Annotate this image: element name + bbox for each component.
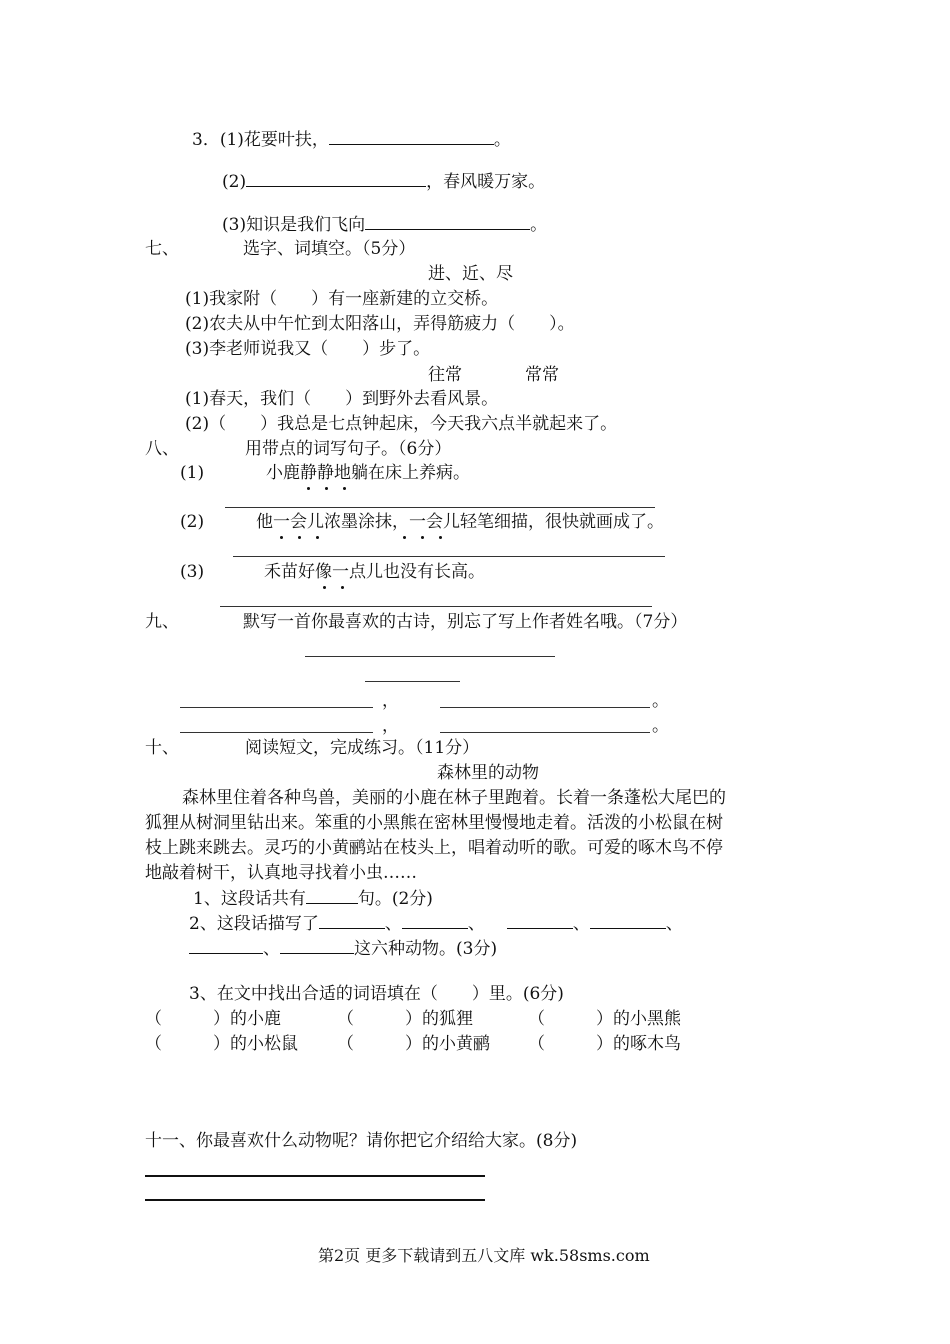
fill-blank[interactable] [507,912,573,929]
q7-item: (2)（ ）我总是七点钟起床，今天我六点半就起来了。 [185,414,618,434]
q10-q3: 3、在文中找出合适的词语填在（ ）里。(6分) [189,984,564,1004]
fill-blank[interactable] [246,170,426,187]
emphasis-dot [316,536,319,539]
fill-blank[interactable] [280,937,354,954]
q6-3-line2: (2) ，春风暖万家。 [222,172,546,192]
q10-q2-line1: 2、这段话描写了 、 、 、 、 [189,914,683,934]
q8-number: 八、 [145,439,179,459]
q7-title: 选字、词填空。（5分） [243,239,416,259]
q10-q2-line2: 、 这六种动物。(3分) [189,937,497,960]
fill-item: （ ）的小松鼠 [145,1034,298,1054]
q8-item-label: (1) [180,463,205,483]
emphasis-dot [325,487,328,490]
poem-comma: ， [382,716,399,736]
q8-item-sentence: 他一会儿浓墨涂抹，一会儿轻笔细描，很快就画成了。 [256,512,664,532]
q8-item-label: (3) [180,562,205,582]
emphasis-dot [439,536,442,539]
poem-line[interactable] [180,732,373,733]
q6-3-line3: (3)知识是我们飞向 。 [222,215,548,235]
q10-number: 十、 [145,738,179,758]
fill-blank[interactable] [329,128,494,145]
q8-item-sentence: 禾苗好像一点儿也没有长高。 [264,562,485,582]
fill-blank[interactable] [189,937,263,954]
q11-title: 十一、你最喜欢什么动物呢？请你把它介绍给大家。(8分) [145,1131,578,1151]
poem-line[interactable] [440,707,650,708]
poem-period: 。 [652,716,669,736]
page-footer: 第2页 更多下载请到五八文库 wk.58sms.com [318,1246,650,1265]
emphasis-dot [343,487,346,490]
fill-blank[interactable] [306,887,358,904]
answer-line[interactable] [233,556,665,557]
q10-q1: 1、这段话共有 句。(2分) [193,889,433,909]
fill-item: （ ）的小黄鹂 [337,1034,490,1054]
poem-comma: ， [382,691,399,711]
fill-item: （ ）的狐狸 [337,1009,473,1029]
fill-blank[interactable] [402,912,468,929]
q7-group2-word: 往常 [428,365,462,385]
q7-number: 七、 [145,239,179,259]
emphasis-dot [307,487,310,490]
answer-line[interactable] [145,1175,485,1177]
poem-line[interactable] [440,732,650,733]
q7-item: (1)我家附（ ）有一座新建的立交桥。 [185,289,499,309]
q7-item: (3)李老师说我又（ ）步了。 [185,339,431,359]
poem-title-line[interactable] [305,656,555,657]
q7-item: (1)春天，我们（ ）到野外去看风景。 [185,389,499,409]
q8-title: 用带点的词写句子。（6分） [245,439,452,459]
answer-line[interactable] [225,507,655,508]
passage-line: 狐狸从树洞里钻出来。笨重的小黑熊在密林里慢慢地走着。活泼的小松鼠在树 [145,813,723,833]
emphasis-dot [323,586,326,589]
fill-item: （ ）的小鹿 [145,1009,281,1029]
q10-title: 阅读短文，完成练习。（11分） [245,738,480,758]
poem-line[interactable] [180,707,373,708]
q8-item-sentence: 小鹿静静地躺在床上养病。 [266,463,470,483]
q7-item: (2)农夫从中午忙到太阳落山，弄得筋疲力（ ）。 [185,314,575,334]
emphasis-dot [280,536,283,539]
emphasis-dot [341,586,344,589]
q7-group2-word: 常常 [525,365,559,385]
emphasis-dot [298,536,301,539]
q9-title: 默写一首你最喜欢的古诗，别忘了写上作者姓名哦。（7分） [243,612,688,632]
fill-blank[interactable] [590,912,666,929]
passage-line: 枝上跳来跳去。灵巧的小黄鹂站在枝头上，唱着动听的歌。可爱的啄木鸟不停 [145,838,723,858]
poem-period: 。 [652,691,669,711]
poem-author-line[interactable] [365,681,460,682]
q6-3-line1: 3．(1)花要叶扶， 。 [192,130,511,150]
q8-item-label: (2) [180,512,205,532]
passage-title: 森林里的动物 [437,763,539,783]
fill-item: （ ）的啄木鸟 [528,1034,681,1054]
q7-group1-words: 进、近、尽 [428,264,513,284]
emphasis-dot [403,536,406,539]
passage-line: 地敲着树干，认真地寻找着小虫…… [145,863,417,883]
fill-item: （ ）的小黑熊 [528,1009,681,1029]
fill-blank[interactable] [365,213,530,230]
answer-line[interactable] [220,606,652,607]
emphasis-dot [421,536,424,539]
passage-line: 森林里住着各种鸟兽，美丽的小鹿在林子里跑着。长着一条蓬松大尾巴的 [182,788,726,808]
fill-blank[interactable] [319,912,385,929]
q9-number: 九、 [145,612,179,632]
answer-line[interactable] [145,1199,485,1201]
